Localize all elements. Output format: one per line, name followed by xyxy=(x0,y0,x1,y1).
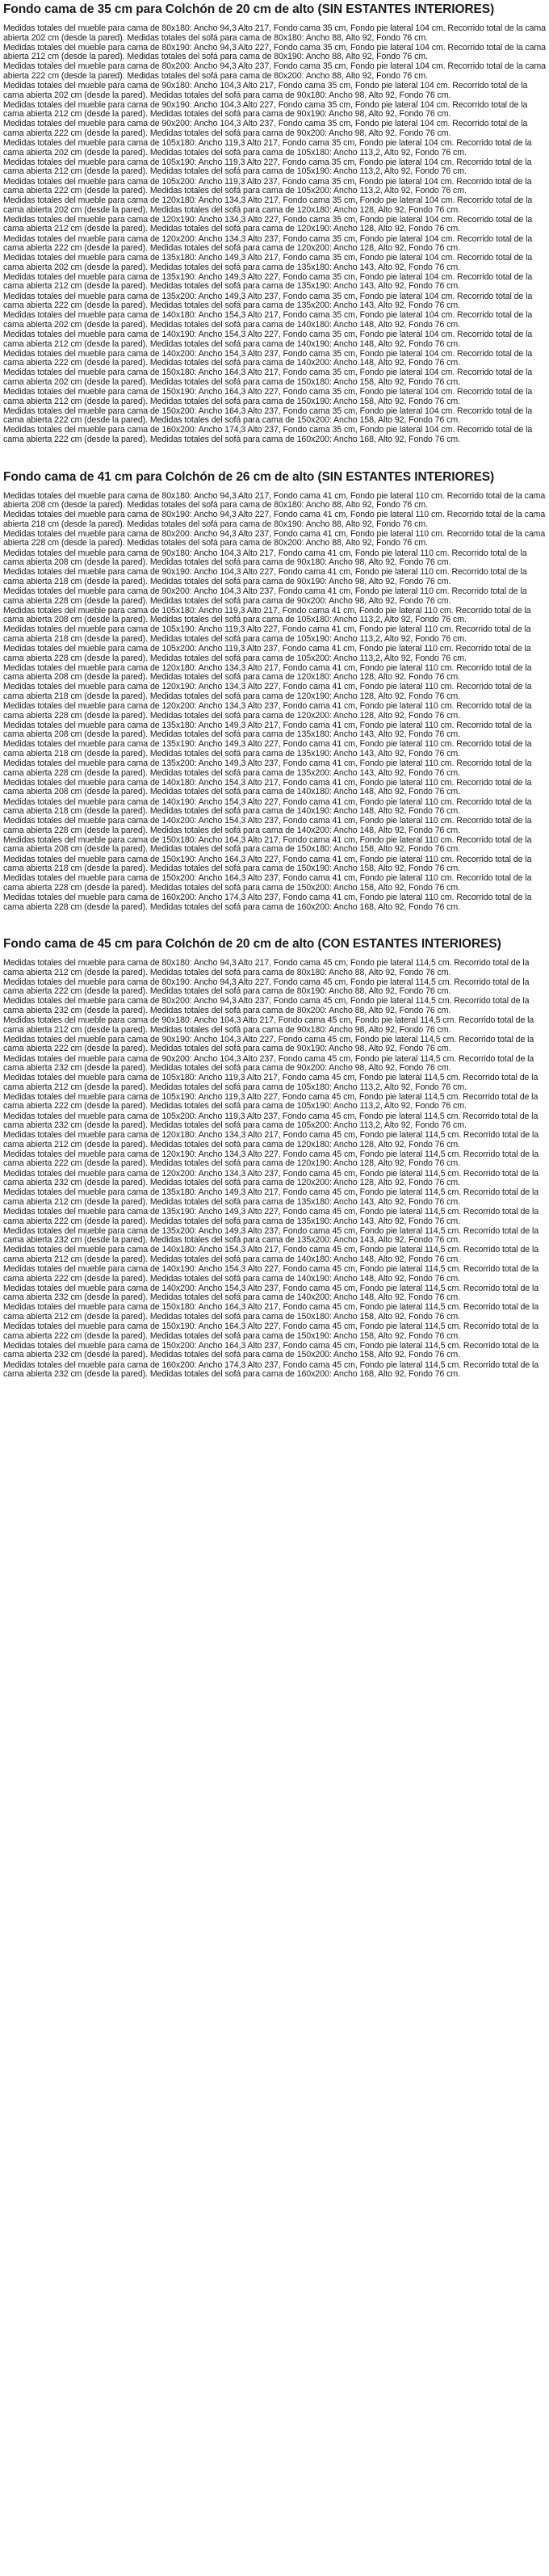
spec-paragraph: Medidas totales del mueble para cama de 160x200: Ancho 174,3 Alto 237, Fondo cama 45 cm, Fondo pie lateral 114,5 cm. Recorrido total de la cama abierta 232 cm (desde la pared). Medidas totales del sofá para cama de 160x200: Ancho 168, Alto 92, Fondo 76 cm. xyxy=(3,1359,539,1380)
spec-paragraph: Medidas totales del mueble para cama de 140x180: Ancho 154,3 Alto 217, Fondo cama 45 cm, Fondo pie lateral 114,5 cm. Recorrido total de la cama abierta 212 cm (desde la pared). Medidas totales del sofá para cama de 140x180: Ancho 148, Alto 92, Fondo 76 cm. xyxy=(3,1245,539,1264)
spec-paragraph: Medidas totales del mueble para cama de 140x200: Ancho 154,3 Alto 237, Fondo cama 45 cm, Fondo pie lateral 114,5 cm. Recorrido total de la cama abierta 232 cm (desde la pared). Medidas totales del sofá para cama de 140x200: Ancho 148, Alto 92, Fondo 76 cm. xyxy=(3,1283,539,1303)
spec-paragraph: Medidas totales del mueble para cama de 140x180: Ancho 154,3 Alto 217, Fondo cama 41 cm, Fondo pie lateral 110 cm. Recorrido total de la cama abierta 208 cm (desde la pared). Medidas totales del sofá para cama de 140x180: Ancho 148, Alto 92, Fondo 76 cm. xyxy=(3,777,532,797)
spec-paragraph: Medidas totales del mueble para cama de 120x190: Ancho 134,3 Alto 227, Fondo cama 45 cm, Fondo pie lateral 114,5 cm. Recorrido total de la cama abierta 222 cm (desde la pared). Medidas totales del sofá para cama de 120x190: Ancho 128, Alto 92, Fondo 76 cm. xyxy=(3,1149,539,1169)
spec-paragraph: Medidas totales del mueble para cama de 80x190: Ancho 94,3 Alto 227, Fondo cama 35 cm, Fondo pie lateral 104 cm. Recorrido total de la cama abierta 212 cm (desde la pared). Medidas totales del sofá para cama de 80x190: Ancho 88, Alto 92, Fondo 76 cm. xyxy=(3,42,546,62)
spec-paragraph: Medidas totales del mueble para cama de 90x180: Ancho 104,3 Alto 217, Fondo cama 41 cm, Fondo pie lateral 110 cm. Recorrido total de la cama abierta 208 cm (desde la pared). Medidas totales del sofá para cama de 90x180: Ancho 98, Alto 92, Fondo 76 cm. xyxy=(3,548,527,568)
spec-paragraph: Medidas totales del mueble para cama de 80x190: Ancho 94,3 Alto 227, Fondo cama 45 cm, Fondo pie lateral 114,5 cm. Recorrido total de la cama abierta 222 cm (desde la pared). Medidas totales del sofá para cama de 80x190: Ancho 88, Alto 92, Fondo 76 cm. xyxy=(3,977,530,997)
spec-paragraph: Medidas totales del mueble para cama de 140x190: Ancho 154,3 Alto 227, Fondo cama 35 cm, Fondo pie lateral 104 cm. Recorrido total de la cama abierta 212 cm (desde la pared). Medidas totales del sofá para cama de 140x190: Ancho 148, Alto 92, Fondo 76 cm. xyxy=(3,330,533,349)
spec-paragraph: Medidas totales del mueble para cama de 150x180: Ancho 164,3 Alto 217, Fondo cama 41 cm, Fondo pie lateral 110 cm. Recorrido total de la cama abierta 208 cm (desde la pared). Medidas totales del sofá para cama de 150x180: Ancho 158, Alto 92, Fondo 76 cm. xyxy=(3,834,532,855)
spec-paragraph: Medidas totales del mueble para cama de 150x190: Ancho 164,3 Alto 227, Fondo cama 45 cm, Fondo pie lateral 114,5 cm. Recorrido total de la cama abierta 222 cm (desde la pared). Medidas totales del sofá para cama de 150x190: Ancho 158, Alto 92, Fondo 76 cm. xyxy=(3,1322,539,1341)
spec-paragraph: Medidas totales del mueble para cama de 150x180: Ancho 164,3 Alto 217, Fondo cama 45 cm, Fondo pie lateral 114,5 cm. Recorrido total de la cama abierta 212 cm (desde la pared). Medidas totales del sofá para cama de 150x180: Ancho 158, Alto 92, Fondo 76 cm. xyxy=(3,1302,539,1322)
spec-paragraph: Medidas totales del mueble para cama de 120x190: Ancho 134,3 Alto 227, Fondo cama 41 cm, Fondo pie lateral 110 cm. Recorrido total de la cama abierta 218 cm (desde la pared). Medidas totales del sofá para cama de 120x190: Ancho 128, Alto 92, Fondo 76 cm. xyxy=(3,682,532,701)
spec-paragraph: Medidas totales del mueble para cama de 135x200: Ancho 149,3 Alto 237, Fondo cama 35 cm, Fondo pie lateral 104 cm. Recorrido total de la cama abierta 222 cm (desde la pared). Medidas totales del sofá para cama de 135x200: Ancho 143, Alto 92, Fondo 76 cm. xyxy=(3,291,533,311)
spec-paragraph: Medidas totales del mueble para cama de 80x190: Ancho 94,3 Alto 227, Fondo cama 41 cm, Fondo pie lateral 110 cm. Recorrido total de la cama abierta 218 cm (desde la pared). Medidas totales del sofá para cama de 80x190: Ancho 88, Alto 92, Fondo 76 cm. xyxy=(3,510,546,529)
spec-paragraph: Medidas totales del mueble para cama de 135x200: Ancho 149,3 Alto 237, Fondo cama 45 cm, Fondo pie lateral 114,5 cm. Recorrido total de la cama abierta 232 cm (desde la pared). Medidas totales del sofá para cama de 135x200: Ancho 143, Alto 92, Fondo 76 cm. xyxy=(3,1225,539,1246)
spec-paragraph: Medidas totales del mueble para cama de 135x180: Ancho 149,3 Alto 217, Fondo cama 41 cm, Fondo pie lateral 110 cm. Recorrido total de la cama abierta 208 cm (desde la pared). Medidas totales del sofá para cama de 135x180: Ancho 143, Alto 92, Fondo 76 cm. xyxy=(3,720,532,740)
spec-paragraph: Medidas totales del mueble para cama de 105x180: Ancho 119,3 Alto 217, Fondo cama 45 cm, Fondo pie lateral 114,5 cm. Recorrido total de la cama abierta 212 cm (desde la pared). Medidas totales del sofá para cama de 105x180: Ancho 113,2, Alto 92, Fondo 76 cm. xyxy=(3,1073,539,1092)
section-title: Fondo cama de 41 cm para Colchón de 26 cm de alto (SIN ESTANTES INTERIORES) xyxy=(3,469,495,484)
spec-paragraph: Medidas totales del mueble para cama de 135x180: Ancho 149,3 Alto 217, Fondo cama 45 cm, Fondo pie lateral 114,5 cm. Recorrido total de la cama abierta 212 cm (desde la pared). Medidas totales del sofá para cama de 135x180: Ancho 143, Alto 92, Fondo 76 cm. xyxy=(3,1187,539,1207)
spec-paragraph: Medidas totales del mueble para cama de 80x200: Ancho 94,3 Alto 237, Fondo cama 35 cm, Fondo pie lateral 104 cm. Recorrido total de la cama abierta 222 cm (desde la pared). Medidas totales del sofá para cama de 80x200: Ancho 88, Alto 92, Fondo 76 cm. xyxy=(3,61,546,81)
spec-paragraph: Medidas totales del mueble para cama de 120x180: Ancho 134,3 Alto 217, Fondo cama 45 cm, Fondo pie lateral 114,5 cm. Recorrido total de la cama abierta 212 cm (desde la pared). Medidas totales del sofá para cama de 120x180: Ancho 128, Alto 92, Fondo 76 cm. xyxy=(3,1130,539,1149)
section-title: Fondo cama de 35 cm para Colchón de 20 cm de alto (SIN ESTANTES INTERIORES) xyxy=(3,2,495,16)
spec-paragraph: Medidas totales del mueble para cama de 140x200: Ancho 154,3 Alto 237, Fondo cama 41 cm, Fondo pie lateral 110 cm. Recorrido total de la cama abierta 228 cm (desde la pared). Medidas totales del sofá para cama de 140x200: Ancho 148, Alto 92, Fondo 76 cm. xyxy=(3,816,532,835)
spec-list xyxy=(3,24,546,445)
spec-paragraph: Medidas totales del mueble para cama de 140x180: Ancho 154,3 Alto 217, Fondo cama 35 cm, Fondo pie lateral 104 cm. Recorrido total de la cama abierta 202 cm (desde la pared). Medidas totales del sofá para cama de 140x180: Ancho 148, Alto 92, Fondo 76 cm. xyxy=(3,310,533,330)
spec-paragraph: Medidas totales del mueble para cama de 135x190: Ancho 149,3 Alto 227, Fondo cama 35 cm, Fondo pie lateral 104 cm. Recorrido total de la cama abierta 212 cm (desde la pared). Medidas totales del sofá para cama de 135x190: Ancho 143, Alto 92, Fondo 76 cm. xyxy=(3,271,533,292)
section-fondo-41 xyxy=(3,469,546,913)
spec-paragraph: Medidas totales del mueble para cama de 150x200: Ancho 164,3 Alto 237, Fondo cama 41 cm, Fondo pie lateral 110 cm. Recorrido total de la cama abierta 228 cm (desde la pared). Medidas totales del sofá para cama de 150x200: Ancho 158, Alto 92, Fondo 76 cm. xyxy=(3,873,532,893)
section-fondo-35 xyxy=(3,2,546,445)
spec-paragraph: Medidas totales del mueble para cama de 90x200: Ancho 104,3 Alto 237, Fondo cama 41 cm, Fondo pie lateral 110 cm. Recorrido total de la cama abierta 228 cm (desde la pared). Medidas totales del sofá para cama de 90x200: Ancho 98, Alto 92, Fondo 76 cm. xyxy=(3,586,527,606)
spec-paragraph: Medidas totales del mueble para cama de 80x200: Ancho 94,3 Alto 237, Fondo cama 45 cm, Fondo pie lateral 114,5 cm. Recorrido total de la cama abierta 232 cm (desde la pared). Medidas totales del sofá para cama de 80x200: Ancho 88, Alto 92, Fondo 76 cm. xyxy=(3,996,530,1015)
spec-paragraph: Medidas totales del mueble para cama de 120x180: Ancho 134,3 Alto 217, Fondo cama 41 cm, Fondo pie lateral 110 cm. Recorrido total de la cama abierta 208 cm (desde la pared). Medidas totales del sofá para cama de 120x180: Ancho 128, Alto 92, Fondo 76 cm. xyxy=(3,662,532,683)
spec-paragraph: Medidas totales del mueble para cama de 150x200: Ancho 164,3 Alto 237, Fondo cama 45 cm, Fondo pie lateral 114,5 cm. Recorrido total de la cama abierta 232 cm (desde la pared). Medidas totales del sofá para cama de 150x200: Ancho 158, Alto 92, Fondo 76 cm. xyxy=(3,1340,539,1360)
spec-paragraph: Medidas totales del mueble para cama de 105x200: Ancho 119,3 Alto 237, Fondo cama 41 cm, Fondo pie lateral 110 cm. Recorrido total de la cama abierta 228 cm (desde la pared). Medidas totales del sofá para cama de 105x200: Ancho 113,2, Alto 92, Fondo 76 cm. xyxy=(3,644,531,663)
spec-paragraph: Medidas totales del mueble para cama de 80x180: Ancho 94,3 Alto 217, Fondo cama 45 cm, Fondo pie lateral 114,5 cm. Recorrido total de la cama abierta 212 cm (desde la pared). Medidas totales del sofá para cama de 80x180: Ancho 88, Alto 92, Fondo 76 cm. xyxy=(3,958,530,977)
spec-paragraph: Medidas totales del mueble para cama de 105x180: Ancho 119,3 Alto 217, Fondo cama 41 cm, Fondo pie lateral 110 cm. Recorrido total de la cama abierta 208 cm (desde la pared). Medidas totales del sofá para cama de 105x180: Ancho 113,2, Alto 92, Fondo 76 cm. xyxy=(3,605,531,625)
spec-paragraph: Medidas totales del mueble para cama de 90x180: Ancho 104,3 Alto 217, Fondo cama 35 cm, Fondo pie lateral 104 cm. Recorrido total de la cama abierta 202 cm (desde la pared). Medidas totales del sofá para cama de 90x180: Ancho 98, Alto 92, Fondo 76 cm. xyxy=(3,81,528,100)
spec-paragraph: Medidas totales del mueble para cama de 150x190: Ancho 164,3 Alto 227, Fondo cama 41 cm, Fondo pie lateral 110 cm. Recorrido total de la cama abierta 218 cm (desde la pared). Medidas totales del sofá para cama de 150x190: Ancho 158, Alto 92, Fondo 76 cm. xyxy=(3,854,532,874)
spec-paragraph: Medidas totales del mueble para cama de 90x200: Ancho 104,3 Alto 237, Fondo cama 45 cm, Fondo pie lateral 114,5 cm. Recorrido total de la cama abierta 232 cm (desde la pared). Medidas totales del sofá para cama de 90x200: Ancho 98, Alto 92, Fondo 76 cm. xyxy=(3,1053,534,1074)
spec-paragraph: Medidas totales del mueble para cama de 150x190: Ancho 164,3 Alto 227, Fondo cama 35 cm, Fondo pie lateral 104 cm. Recorrido total de la cama abierta 212 cm (desde la pared). Medidas totales del sofá para cama de 150x190: Ancho 158, Alto 92, Fondo 76 cm. xyxy=(3,387,533,406)
spec-paragraph: Medidas totales del mueble para cama de 150x180: Ancho 164,3 Alto 217, Fondo cama 35 cm, Fondo pie lateral 104 cm. Recorrido total de la cama abierta 202 cm (desde la pared). Medidas totales del sofá para cama de 150x180: Ancho 158, Alto 92, Fondo 76 cm. xyxy=(3,368,533,387)
spec-list xyxy=(3,492,546,913)
spec-paragraph: Medidas totales del mueble para cama de 105x200: Ancho 119,3 Alto 237, Fondo cama 45 cm, Fondo pie lateral 114,5 cm. Recorrido total de la cama abierta 232 cm (desde la pared). Medidas totales del sofá para cama de 105x200: Ancho 113,2, Alto 92, Fondo 76 cm. xyxy=(3,1111,539,1131)
spec-paragraph: Medidas totales del mueble para cama de 120x200: Ancho 134,3 Alto 237, Fondo cama 41 cm, Fondo pie lateral 110 cm. Recorrido total de la cama abierta 228 cm (desde la pared). Medidas totales del sofá para cama de 120x200: Ancho 128, Alto 92, Fondo 76 cm. xyxy=(3,701,532,721)
spec-paragraph: Medidas totales del mueble para cama de 135x190: Ancho 149,3 Alto 227, Fondo cama 41 cm, Fondo pie lateral 110 cm. Recorrido total de la cama abierta 218 cm (desde la pared). Medidas totales del sofá para cama de 135x190: Ancho 143, Alto 92, Fondo 76 cm. xyxy=(3,739,532,759)
spec-paragraph: Medidas totales del mueble para cama de 140x200: Ancho 154,3 Alto 237, Fondo cama 35 cm, Fondo pie lateral 104 cm. Recorrido total de la cama abierta 222 cm (desde la pared). Medidas totales del sofá para cama de 140x200: Ancho 148, Alto 92, Fondo 76 cm. xyxy=(3,348,533,368)
spec-paragraph: Medidas totales del mueble para cama de 105x190: Ancho 119,3 Alto 227, Fondo cama 45 cm, Fondo pie lateral 114,5 cm. Recorrido total de la cama abierta 222 cm (desde la pared). Medidas totales del sofá para cama de 105x190: Ancho 113,2, Alto 92, Fondo 76 cm. xyxy=(3,1091,539,1112)
spec-paragraph: Medidas totales del mueble para cama de 135x200: Ancho 149,3 Alto 237, Fondo cama 41 cm, Fondo pie lateral 110 cm. Recorrido total de la cama abierta 228 cm (desde la pared). Medidas totales del sofá para cama de 135x200: Ancho 143, Alto 92, Fondo 76 cm. xyxy=(3,759,532,778)
spec-paragraph: Medidas totales del mueble para cama de 150x200: Ancho 164,3 Alto 237, Fondo cama 35 cm, Fondo pie lateral 104 cm. Recorrido total de la cama abierta 222 cm (desde la pared). Medidas totales del sofá para cama de 150x200: Ancho 158, Alto 92, Fondo 76 cm. xyxy=(3,406,533,426)
spec-paragraph: Medidas totales del mueble para cama de 80x200: Ancho 94,3 Alto 237, Fondo cama 41 cm, Fondo pie lateral 110 cm. Recorrido total de la cama abierta 228 cm (desde la pared). Medidas totales del sofá para cama de 80x200: Ancho 88, Alto 92, Fondo 76 cm. xyxy=(3,528,546,548)
section-title: Fondo cama de 45 cm para Colchón de 20 cm de alto (CON ESTANTES INTERIORES) xyxy=(3,937,501,952)
section-fondo-45 xyxy=(3,936,546,1380)
spec-paragraph: Medidas totales del mueble para cama de 105x190: Ancho 119,3 Alto 227, Fondo cama 41 cm, Fondo pie lateral 110 cm. Recorrido total de la cama abierta 218 cm (desde la pared). Medidas totales del sofá para cama de 105x190: Ancho 113,2, Alto 92, Fondo 76 cm. xyxy=(3,624,531,644)
spec-paragraph: Medidas totales del mueble para cama de 120x200: Ancho 134,3 Alto 237, Fondo cama 45 cm, Fondo pie lateral 114,5 cm. Recorrido total de la cama abierta 232 cm (desde la pared). Medidas totales del sofá para cama de 120x200: Ancho 128, Alto 92, Fondo 76 cm. xyxy=(3,1168,539,1188)
spec-paragraph: Medidas totales del mueble para cama de 160x200: Ancho 174,3 Alto 237, Fondo cama 41 cm, Fondo pie lateral 110 cm. Recorrido total de la cama abierta 228 cm (desde la pared). Medidas totales del sofá para cama de 160x200: Ancho 168, Alto 92, Fondo 76 cm. xyxy=(3,892,532,912)
spec-paragraph: Medidas totales del mueble para cama de 90x190: Ancho 104,3 Alto 227, Fondo cama 35 cm, Fondo pie lateral 104 cm. Recorrido total de la cama abierta 212 cm (desde la pared). Medidas totales del sofá para cama de 90x190: Ancho 98, Alto 92, Fondo 76 cm. xyxy=(3,99,528,120)
spec-paragraph: Medidas totales del mueble para cama de 105x190: Ancho 119,3 Alto 227, Fondo cama 35 cm, Fondo pie lateral 104 cm. Recorrido total de la cama abierta 212 cm (desde la pared). Medidas totales del sofá para cama de 105x190: Ancho 113,2, Alto 92, Fondo 76 cm. xyxy=(3,157,532,177)
spec-paragraph: Medidas totales del mueble para cama de 160x200: Ancho 174,3 Alto 237, Fondo cama 35 cm, Fondo pie lateral 104 cm. Recorrido total de la cama abierta 222 cm (desde la pared). Medidas totales del sofá para cama de 160x200: Ancho 168, Alto 92, Fondo 76 cm. xyxy=(3,425,533,444)
spec-paragraph: Medidas totales del mueble para cama de 140x190: Ancho 154,3 Alto 227, Fondo cama 41 cm, Fondo pie lateral 110 cm. Recorrido total de la cama abierta 218 cm (desde la pared). Medidas totales del sofá para cama de 140x190: Ancho 148, Alto 92, Fondo 76 cm. xyxy=(3,796,532,817)
spec-paragraph: Medidas totales del mueble para cama de 80x180: Ancho 94,3 Alto 217, Fondo cama 35 cm, Fondo pie lateral 104 cm. Recorrido total de la cama abierta 202 cm (desde la pared). Medidas totales del sofá para cama de 80x180: Ancho 88, Alto 92, Fondo 76 cm. xyxy=(3,23,546,43)
spec-paragraph: Medidas totales del mueble para cama de 140x190: Ancho 154,3 Alto 227, Fondo cama 45 cm, Fondo pie lateral 114,5 cm. Recorrido total de la cama abierta 222 cm (desde la pared). Medidas totales del sofá para cama de 140x190: Ancho 148, Alto 92, Fondo 76 cm. xyxy=(3,1264,539,1284)
spec-paragraph: Medidas totales del mueble para cama de 80x180: Ancho 94,3 Alto 217, Fondo cama 41 cm, Fondo pie lateral 110 cm. Recorrido total de la cama abierta 208 cm (desde la pared). Medidas totales del sofá para cama de 80x180: Ancho 88, Alto 92, Fondo 76 cm. xyxy=(3,490,546,511)
spec-paragraph: Medidas totales del mueble para cama de 90x200: Ancho 104,3 Alto 237, Fondo cama 35 cm, Fondo pie lateral 104 cm. Recorrido total de la cama abierta 222 cm (desde la pared). Medidas totales del sofá para cama de 90x200: Ancho 98, Alto 92, Fondo 76 cm. xyxy=(3,119,528,138)
spec-paragraph: Medidas totales del mueble para cama de 90x180: Ancho 104,3 Alto 217, Fondo cama 45 cm, Fondo pie lateral 114,5 cm. Recorrido total de la cama abierta 212 cm (desde la pared). Medidas totales del sofá para cama de 90x180: Ancho 98, Alto 92, Fondo 76 cm. xyxy=(3,1015,534,1035)
spec-paragraph: Medidas totales del mueble para cama de 135x190: Ancho 149,3 Alto 227, Fondo cama 45 cm, Fondo pie lateral 114,5 cm. Recorrido total de la cama abierta 222 cm (desde la pared). Medidas totales del sofá para cama de 135x190: Ancho 143, Alto 92, Fondo 76 cm. xyxy=(3,1207,539,1226)
spec-paragraph: Medidas totales del mueble para cama de 120x190: Ancho 134,3 Alto 227, Fondo cama 35 cm, Fondo pie lateral 104 cm. Recorrido total de la cama abierta 212 cm (desde la pared). Medidas totales del sofá para cama de 120x190: Ancho 128, Alto 92, Fondo 76 cm. xyxy=(3,214,533,234)
spec-paragraph: Medidas totales del mueble para cama de 105x180: Ancho 119,3 Alto 217, Fondo cama 35 cm, Fondo pie lateral 104 cm. Recorrido total de la cama abierta 202 cm (desde la pared). Medidas totales del sofá para cama de 105x180: Ancho 113,2, Alto 92, Fondo 76 cm. xyxy=(3,138,532,158)
spec-paragraph: Medidas totales del mueble para cama de 120x180: Ancho 134,3 Alto 217, Fondo cama 35 cm, Fondo pie lateral 104 cm. Recorrido total de la cama abierta 202 cm (desde la pared). Medidas totales del sofá para cama de 120x180: Ancho 128, Alto 92, Fondo 76 cm. xyxy=(3,195,533,215)
spec-paragraph: Medidas totales del mueble para cama de 90x190: Ancho 104,3 Alto 227, Fondo cama 41 cm, Fondo pie lateral 110 cm. Recorrido total de la cama abierta 218 cm (desde la pared). Medidas totales del sofá para cama de 90x190: Ancho 98, Alto 92, Fondo 76 cm. xyxy=(3,567,527,586)
spec-paragraph: Medidas totales del mueble para cama de 105x200: Ancho 119,3 Alto 237, Fondo cama 35 cm, Fondo pie lateral 104 cm. Recorrido total de la cama abierta 222 cm (desde la pared). Medidas totales del sofá para cama de 105x200: Ancho 113,2, Alto 92, Fondo 76 cm. xyxy=(3,176,532,196)
spec-list xyxy=(3,959,546,1380)
spec-paragraph: Medidas totales del mueble para cama de 90x190: Ancho 104,3 Alto 227, Fondo cama 45 cm, Fondo pie lateral 114,5 cm. Recorrido total de la cama abierta 222 cm (desde la pared). Medidas totales del sofá para cama de 90x190: Ancho 98, Alto 92, Fondo 76 cm. xyxy=(3,1034,534,1054)
spec-paragraph: Medidas totales del mueble para cama de 135x180: Ancho 149,3 Alto 217, Fondo cama 35 cm, Fondo pie lateral 104 cm. Recorrido total de la cama abierta 202 cm (desde la pared). Medidas totales del sofá para cama de 135x180: Ancho 143, Alto 92, Fondo 76 cm. xyxy=(3,253,533,272)
spec-paragraph: Medidas totales del mueble para cama de 120x200: Ancho 134,3 Alto 237, Fondo cama 35 cm, Fondo pie lateral 104 cm. Recorrido total de la cama abierta 222 cm (desde la pared). Medidas totales del sofá para cama de 120x200: Ancho 128, Alto 92, Fondo 76 cm. xyxy=(3,233,533,254)
